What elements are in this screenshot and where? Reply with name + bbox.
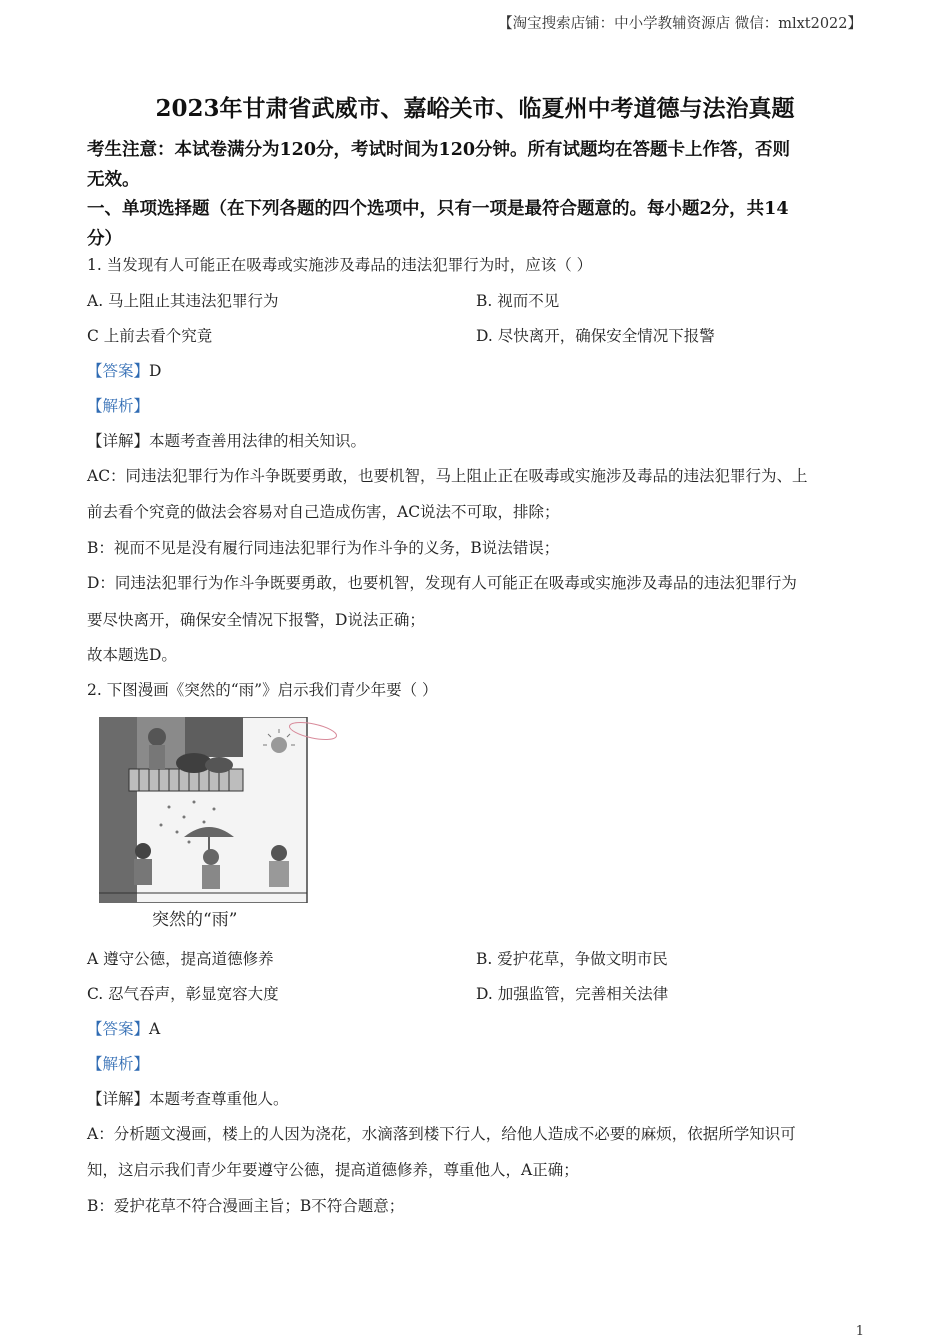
page-title: 2023年甘肃省武威市、嘉峪关市、临夏州中考道德与法治真题 <box>155 95 795 122</box>
q2-a-line1: A：分析题文漫画，楼上的人因为浇花，水滴落到楼下行人，给他人造成不必要的麻烦，依据所学知识可 <box>87 1125 796 1143</box>
q2-option-d: D. 加强监管，完善相关法律 <box>476 985 669 1003</box>
q1-answer-value: D <box>149 362 162 380</box>
q1-ac-line2: 前去看个究竟的做法会容易对自己造成伤害，AC说法不可取，排除； <box>87 503 560 521</box>
section-heading-line1: 一、单项选择题（在下列各题的四个选项中，只有一项是最符合题意的。每小题2分，共14 <box>87 199 789 219</box>
q1-analysis-tag: 【解析】 <box>87 397 150 415</box>
comic-image <box>99 717 339 903</box>
q2-a-line2: 知，这启示我们青少年要遵守公德，提高道德修养，尊重他人，A正确； <box>87 1161 579 1179</box>
q2-answer-value: A <box>149 1020 161 1038</box>
q2-option-b: B. 爱护花草，争做文明市民 <box>476 950 668 968</box>
exam-notice-line1: 考生注意：本试卷满分为120分，考试时间为120分钟。所有试题均在答题卡上作答，否则 <box>87 140 791 160</box>
q2-b-line: B：爱护花草不符合漫画主旨；B不符合题意； <box>87 1197 405 1215</box>
q2-analysis-tag: 【解析】 <box>87 1055 150 1073</box>
q1-detail: 【详解】本题考查善用法律的相关知识。 <box>87 432 367 450</box>
q2-detail: 【详解】本题考查尊重他人。 <box>87 1090 289 1108</box>
q2-option-c: C. 忍气吞声，彰显宽容大度 <box>87 985 279 1003</box>
q1-option-a: A. 马上阻止其违法犯罪行为 <box>87 292 279 310</box>
q2-option-a: A 遵守公德，提高道德修养 <box>87 950 274 968</box>
q1-option-c: C 上前去看个究竟 <box>87 327 213 345</box>
q1-ac-line1: AC：同违法犯罪行为作斗争既要勇敢，也要机智，马上阻止正在吸毒或实施涉及毒品的违法犯罪行为、上 <box>87 467 808 485</box>
q1-answer <box>87 359 161 381</box>
q1-d-line2: 要尽快离开，确保安全情况下报警，D说法正确； <box>87 611 425 629</box>
comic-drawing <box>99 717 339 903</box>
exam-notice-line2: 无效。 <box>87 170 140 190</box>
page-number: 1 <box>855 1324 864 1339</box>
section-heading-line2: 分） <box>87 229 122 249</box>
q1-option-b: B. 视而不见 <box>476 292 560 310</box>
q2-answer-tag: 【答案】 <box>87 1020 150 1038</box>
q1-answer-tag: 【答案】 <box>87 362 150 380</box>
q1-d-line1: D：同违法犯罪行为作斗争既要勇敢，也要机智，发现有人可能正在吸毒或实施涉及毒品的违法犯罪行为 <box>87 574 797 592</box>
comic-caption: 突然的“雨” <box>152 910 238 930</box>
q1-stem: 1. 当发现有人可能正在吸毒或实施涉及毒品的违法犯罪行为时，应该（ ） <box>87 256 593 274</box>
q1-conclusion: 故本题选D。 <box>87 646 177 664</box>
q1-b-line: B：视而不见是没有履行同违法犯罪行为作斗争的义务，B说法错误； <box>87 539 560 557</box>
q1-option-d: D. 尽快离开，确保安全情况下报警 <box>476 327 715 345</box>
header-note: 【淘宝搜索店铺：中小学教辅资源店 微信：mlxt2022】 <box>498 16 862 32</box>
q2-stem: 2. 下图漫画《突然的“雨”》启示我们青少年要（ ） <box>87 681 438 699</box>
q2-answer <box>87 1017 160 1039</box>
